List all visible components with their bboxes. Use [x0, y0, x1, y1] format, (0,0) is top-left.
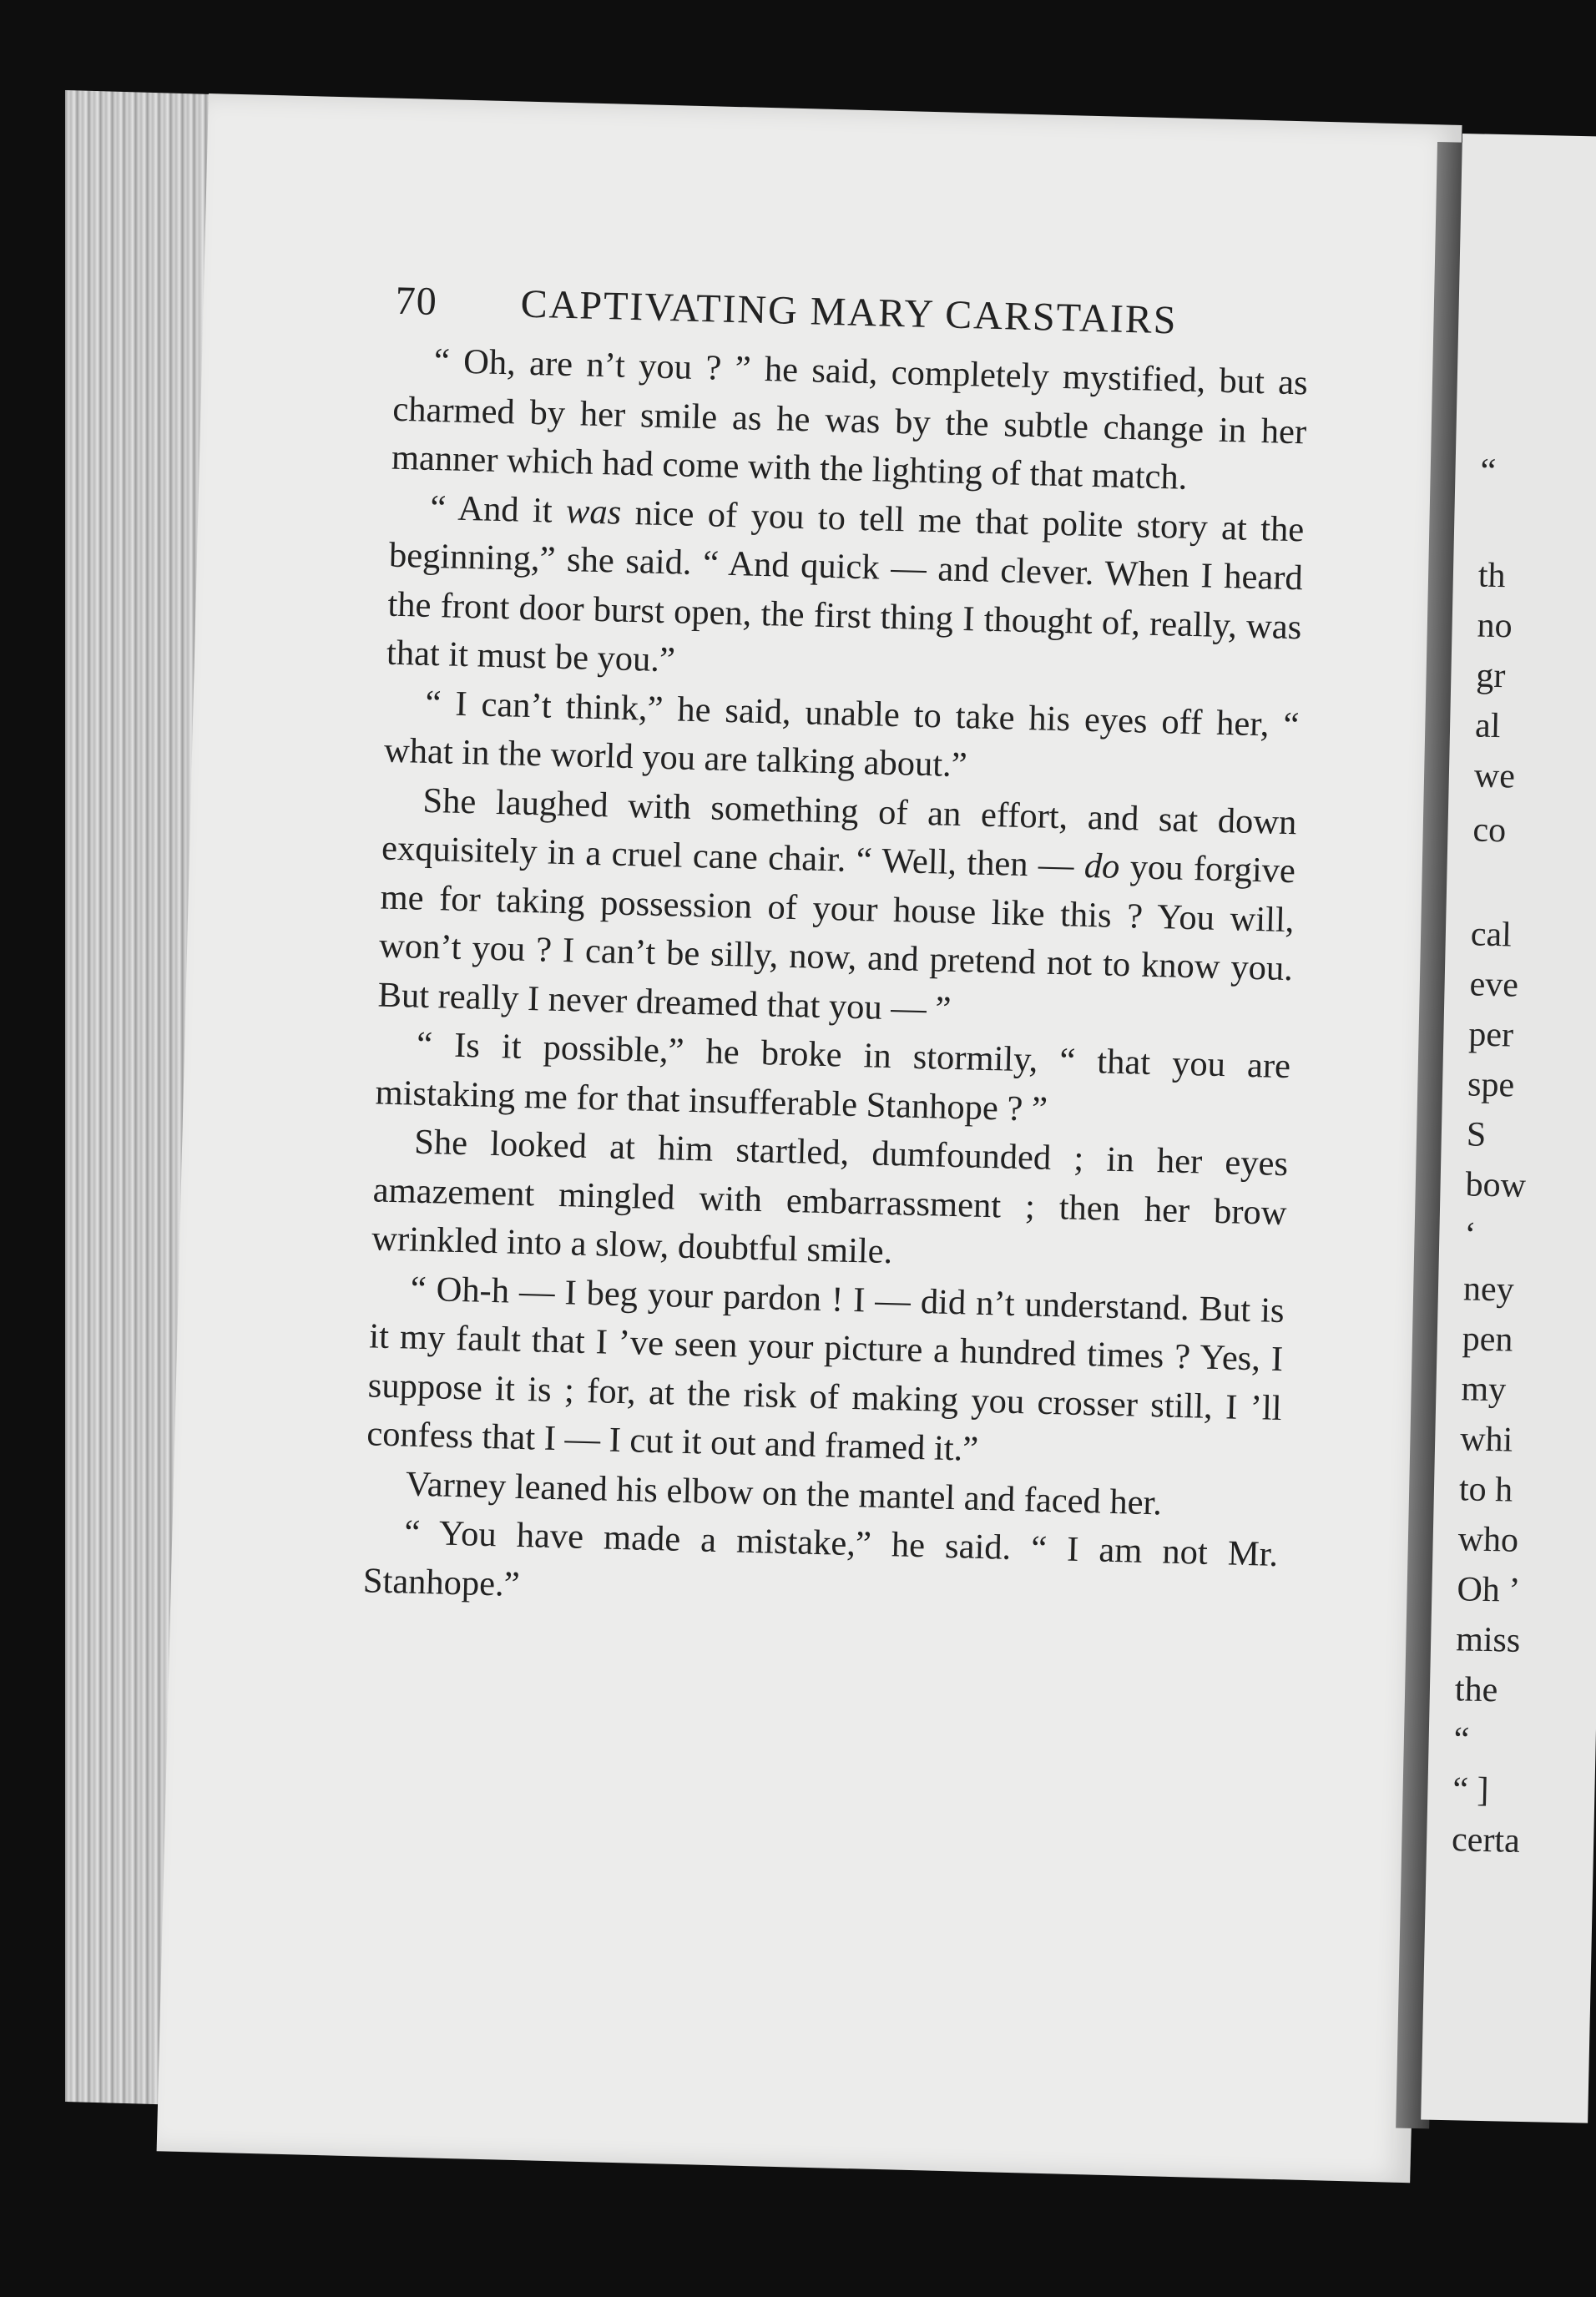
- paragraph: [386, 482, 1305, 701]
- facing-page-fragment: “: [1480, 452, 1497, 491]
- facing-page-fragment: the: [1454, 1670, 1498, 1710]
- book-page: [157, 93, 1462, 2183]
- paragraph-text: She laughed with something of an effort, and sat down exquisitely in a cruel cane chair. “ Well, then —: [381, 780, 1297, 886]
- page-number: 70: [395, 278, 438, 324]
- facing-page-fragment: gr: [1475, 656, 1506, 696]
- paragraph-text: She looked at him startled, dumfounded ; in her eyes amazement mingled with embarrassment ; then her brow wrinkled into a slow, doubtful smile.: [371, 1122, 1289, 1272]
- paragraph: [377, 775, 1297, 1042]
- facing-page-fragments: [1446, 134, 1596, 2123]
- paragraph-text: “ Oh, are n’t you ? ” he said, completely mystified, but as charmed by her smile as he was by the subtle change in her manner which had come with the lighting of that match.: [391, 341, 1309, 497]
- facing-page-fragment: Oh ’: [1456, 1570, 1521, 1610]
- running-title: CAPTIVATING MARY CARSTAIRS: [520, 281, 1179, 343]
- facing-page-fragment: who: [1457, 1520, 1519, 1560]
- paragraph-text: nice of you to tell me that polite story at the beginning,” she said. “ And quick — and clever. When I heard the front door burst open, the first thing I thought of, really, was that it must be you.”: [386, 492, 1305, 680]
- facing-page-fragment: pen: [1462, 1320, 1513, 1360]
- paragraph: [391, 336, 1308, 506]
- page-content: [362, 278, 1310, 1628]
- paragraph-text: “ Is it possible,” he broke in stormily, “ that you are mistaking me for that insufferable Stanhope ? ”: [375, 1024, 1291, 1129]
- facing-page-fragment: “ ]: [1452, 1770, 1490, 1810]
- paragraph-text: “ I can’t think,” he said, unable to take his eyes off her, “ what in the world you are talking about.”: [383, 683, 1300, 785]
- facing-page-fragment: bow: [1465, 1165, 1527, 1205]
- facing-page-fragment: cal: [1470, 915, 1513, 955]
- facing-page-fragment: certa: [1451, 1820, 1521, 1860]
- facing-page-fragment: to h: [1458, 1470, 1513, 1510]
- paragraph: [366, 1264, 1285, 1482]
- facing-page-fragment: co: [1472, 810, 1507, 851]
- facing-page-fragment: spe: [1467, 1065, 1515, 1105]
- paragraph: [371, 1117, 1289, 1286]
- facing-page-fragment: miss: [1455, 1620, 1521, 1660]
- paragraph-text: “ You have made a mistake,” he said. “ I am not Mr. Stanhope.”: [362, 1512, 1279, 1604]
- facing-page-fragment: al: [1474, 706, 1501, 746]
- facing-page-fragment: whi: [1459, 1420, 1513, 1460]
- facing-page-fragment: ‘: [1463, 1215, 1477, 1255]
- facing-page-fragment: ney: [1462, 1270, 1515, 1310]
- facing-page-fragment: S: [1466, 1115, 1487, 1154]
- paragraph-text: Varney leaned his elbow on the mantel and faced her.: [405, 1464, 1163, 1522]
- facing-page-fragment: th: [1477, 556, 1507, 596]
- facing-page-fragment: we: [1473, 756, 1516, 796]
- paragraph-text: “ Oh-h — I beg your pardon ! I — did n’t understand. But is it my fault that I ’ve seen your picture a hundred times ? Yes, I suppose it is ; for, at the risk of making you crosser still, I ’ll confess that I — I cut it out and framed it.”: [366, 1269, 1285, 1469]
- facing-page-fragment: “: [1453, 1720, 1470, 1759]
- body-text: [362, 336, 1308, 1628]
- italic-emphasis: do: [1083, 846, 1120, 886]
- facing-page-fragment: no: [1477, 606, 1513, 646]
- facing-page-fragment: per: [1467, 1015, 1514, 1055]
- paragraph-text: “ And it: [429, 487, 567, 531]
- facing-page-fragment: eve: [1469, 965, 1519, 1005]
- facing-page-fragment: my: [1461, 1370, 1507, 1410]
- paragraph-text: you forgive me for taking possession of your house like this ? You will, won’t you ? I can’t be silly, now, and pretend not to know you. But really I never dreamed that you — ”: [377, 846, 1296, 1029]
- italic-emphasis: was: [565, 491, 622, 533]
